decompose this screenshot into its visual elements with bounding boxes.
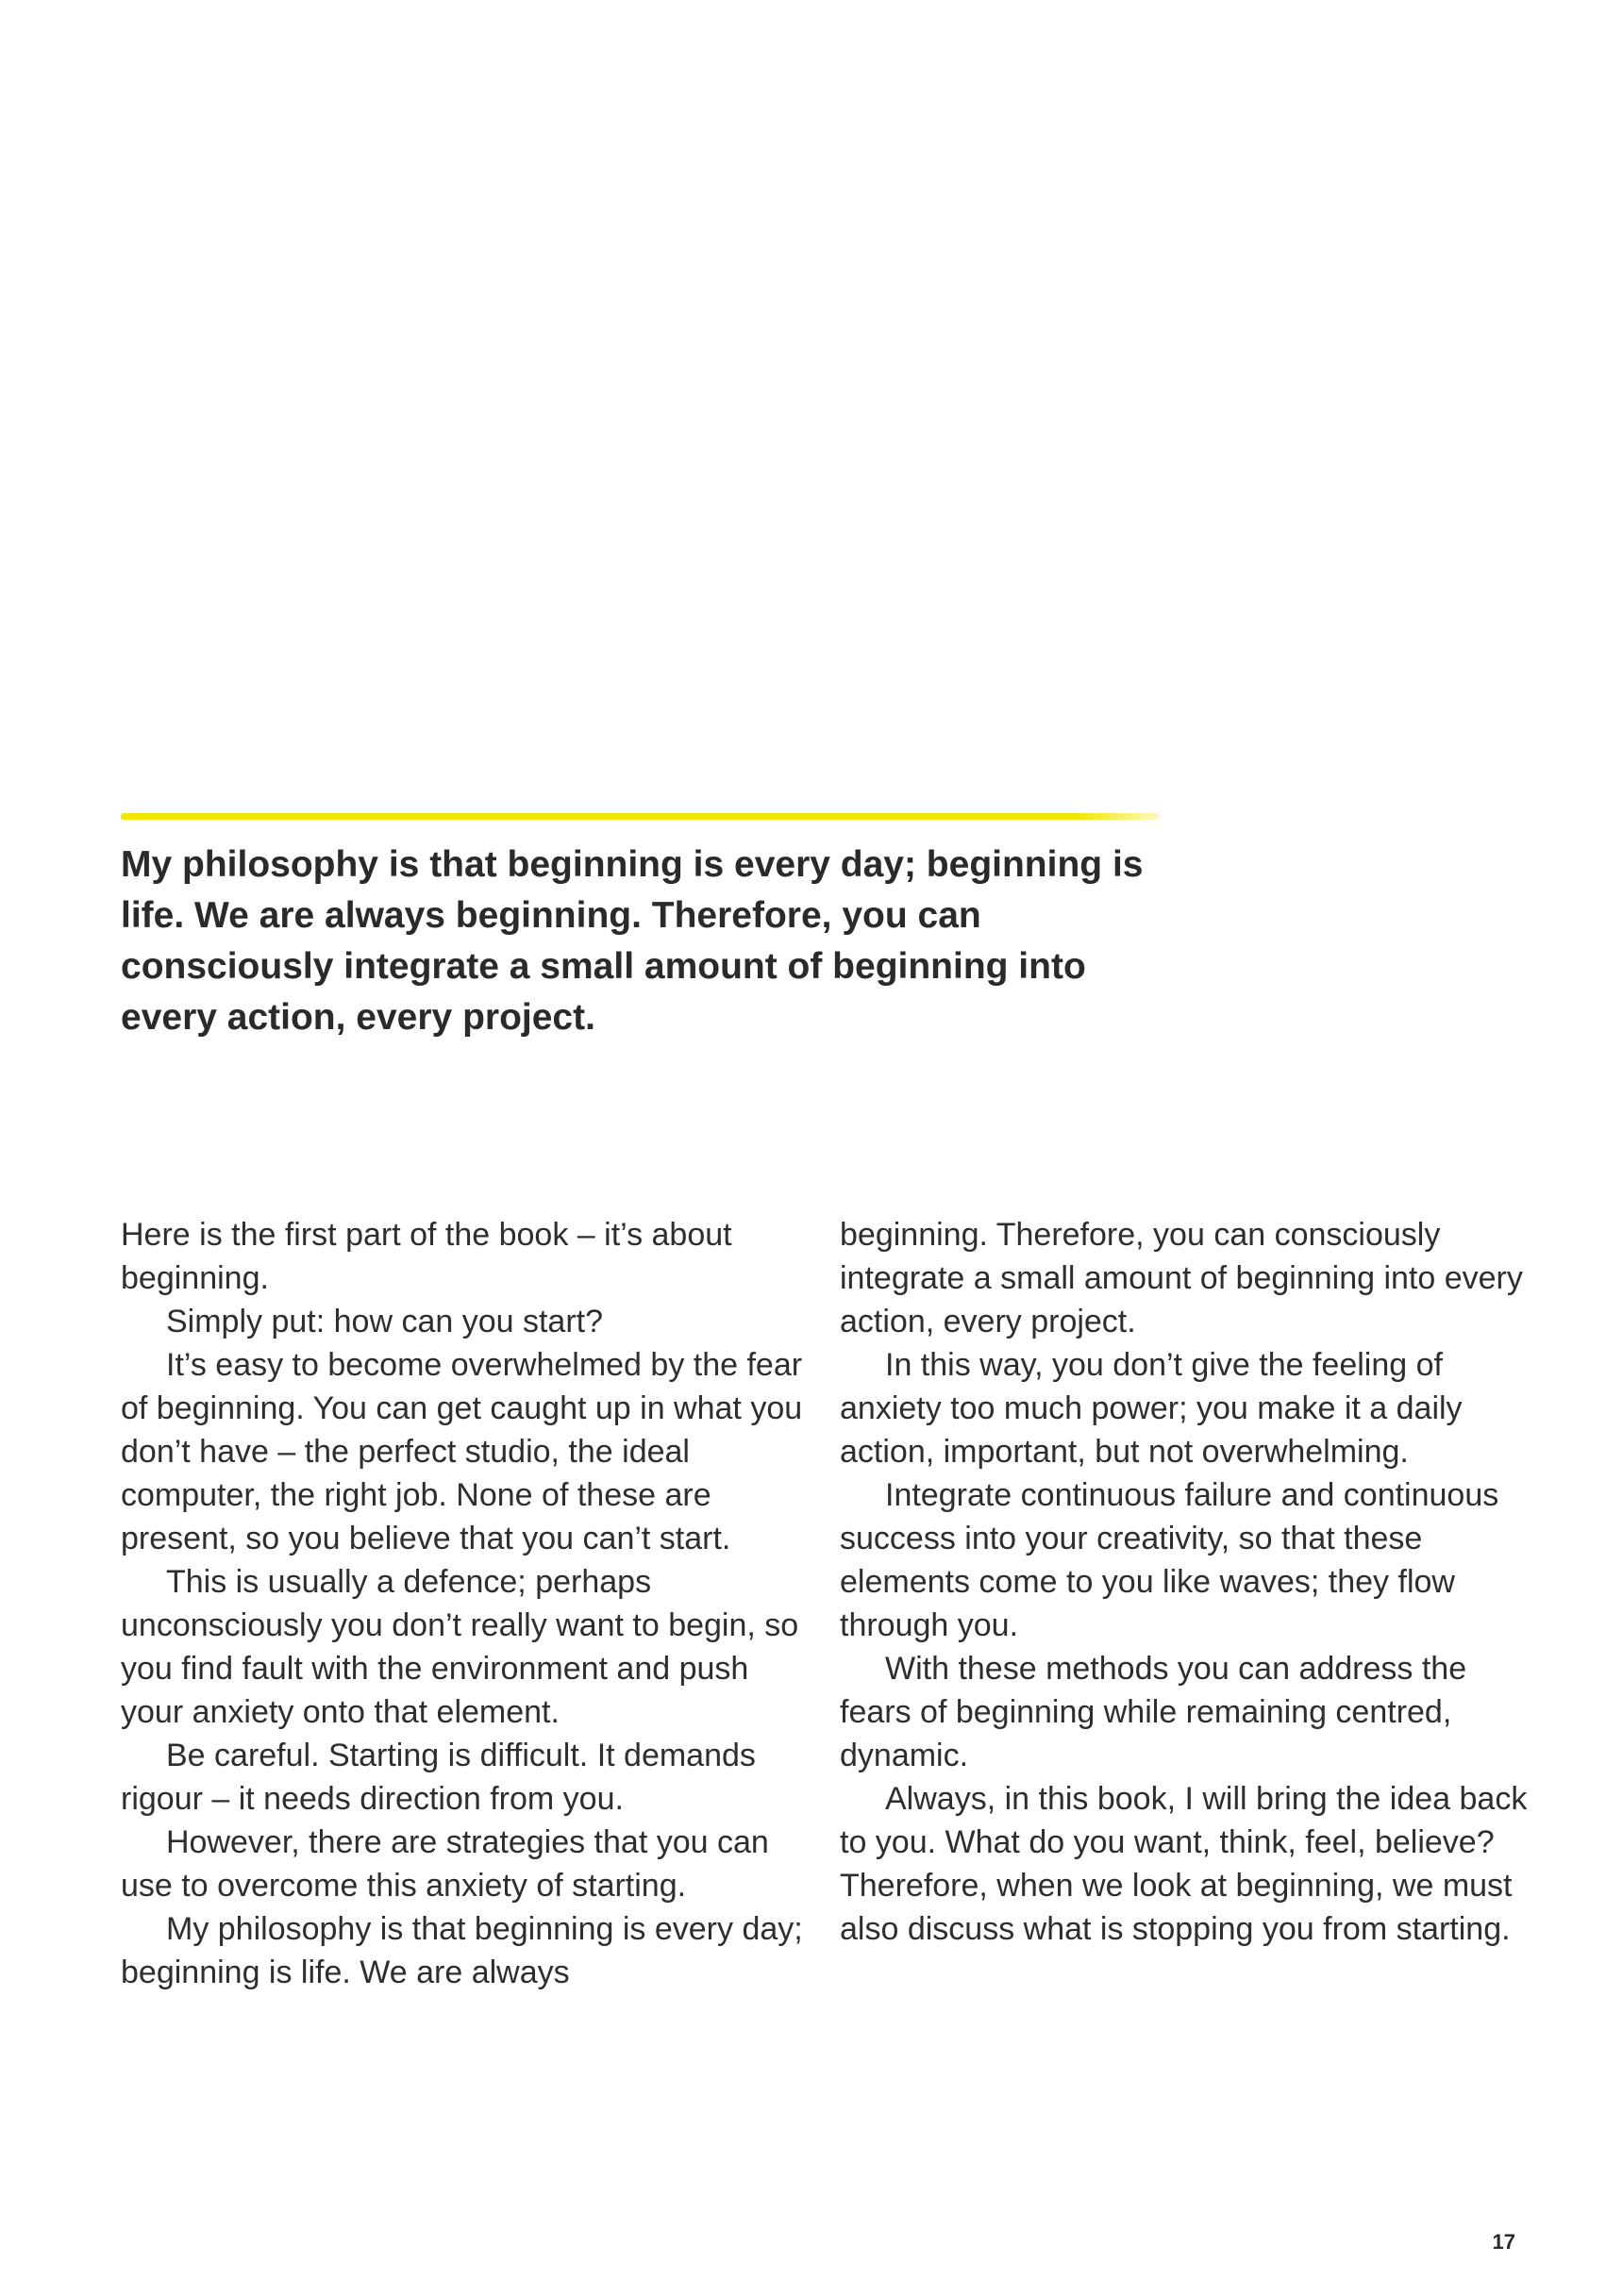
paragraph: It’s easy to become overwhelmed by the fear of beginning. You can get caught up in what you don’t have – the perfect studio, the ideal computer, the right job. None of these are present, so you believe that you can’t start. [121,1347,803,1556]
paragraph: Be careful. Starting is difficult. It demands rigour – it needs direction from you. [121,1738,756,1817]
paragraph: Simply put: how can you start? [166,1304,604,1339]
body-column-left [121,1213,819,1994]
paragraph: However, there are strategies that you can use to overcome this anxiety of starting. [121,1824,769,1904]
paragraph: With these methods you can address the fears of beginning while remaining centred, dynamic. [840,1651,1467,1773]
paragraph: This is usually a defence; perhaps unconsciously you don’t really want to begin, so you find fault with the environment and push your anxiety onto that element. [121,1564,799,1730]
paragraph: Always, in this book, I will bring the idea back to you. What do you want, think, feel, believe? Therefore, when we look at beginning, we must also discuss what is stopping you from starting. [840,1781,1528,1947]
yellow-accent-rule [121,813,1159,820]
paragraph: beginning. Therefore, you can consciously integrate a small amount of beginning into every action, every project. [840,1217,1523,1339]
pull-quote: My philosophy is that beginning is every day; beginning is life. We are always beginning. Therefore, you can consciously integrate a small amount of beginning into every action, every project. [121,844,1144,1038]
paragraph: In this way, you don’t give the feeling of anxiety too much power; you make it a daily action, important, but not overwhelming. [840,1347,1463,1470]
paragraph: Here is the first part of the book – it’s about beginning. [121,1217,732,1296]
paragraph: Integrate continuous failure and continuous success into your creativity, so that these elements come to you like waves; they flow through you. [840,1477,1499,1643]
body-column-right [840,1213,1538,1951]
page-number: 17 [1492,2230,1515,2254]
paragraph: My philosophy is that beginning is every day; beginning is life. We are always [121,1911,803,1990]
